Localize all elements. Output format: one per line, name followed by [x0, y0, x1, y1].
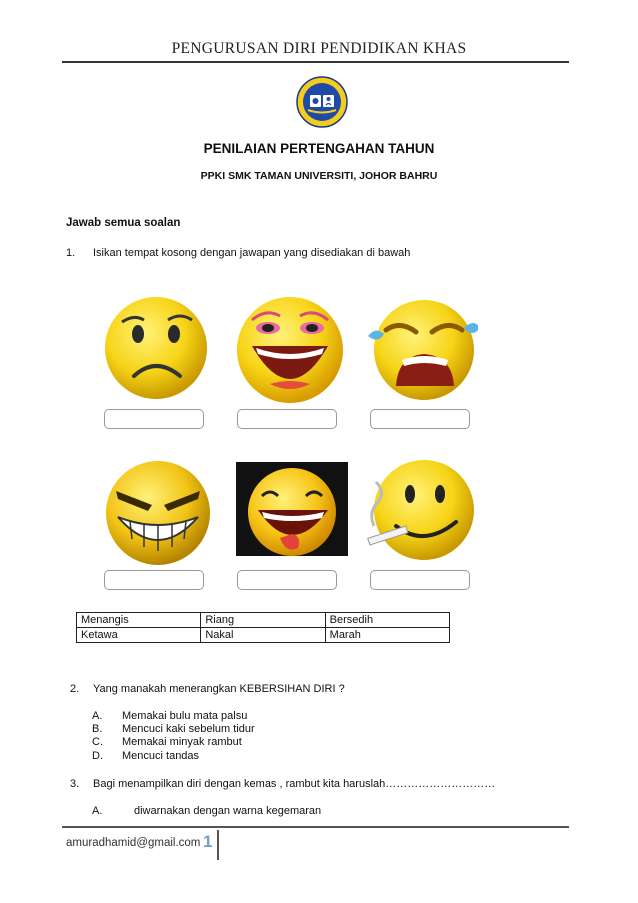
table-cell: Marah	[325, 628, 449, 643]
table-cell: Bersedih	[325, 613, 449, 628]
grinning-angry-face-icon	[102, 455, 214, 567]
word-bank-table	[76, 612, 450, 643]
answer-box-2[interactable]	[237, 409, 337, 429]
table-row	[77, 628, 450, 643]
table-cell: Riang	[201, 613, 325, 628]
q2-option-a[interactable]: A. Memakai bulu mata palsu	[92, 710, 248, 722]
question-number: 1.	[66, 247, 76, 259]
q2-option-c[interactable]: C. Memakai minyak rambut	[92, 736, 242, 748]
sad-face-icon	[100, 290, 212, 402]
instruction: Jawab semua soalan	[66, 217, 181, 229]
q2-option-b[interactable]: B. Mencuci kaki sebelum tidur	[92, 723, 255, 735]
header-rule	[62, 61, 569, 63]
flirty-laughing-face-icon	[234, 294, 346, 406]
table-cell: Ketawa	[77, 628, 201, 643]
footer-email: amuradhamid@gmail.com	[66, 837, 201, 849]
document-subtitle: PPKI SMK TAMAN UNIVERSITI, JOHOR BAHRU	[200, 170, 438, 182]
footer-divider	[217, 830, 219, 860]
answer-box-6[interactable]	[370, 570, 470, 590]
answer-box-3[interactable]	[370, 409, 470, 429]
table-cell: Nakal	[201, 628, 325, 643]
question-number: 3.	[70, 778, 80, 790]
laughing-tongue-face-icon	[236, 462, 348, 556]
smoking-face-icon	[364, 456, 476, 568]
q2-option-d[interactable]: D. Mencuci tandas	[92, 750, 200, 762]
answer-box-1[interactable]	[104, 409, 204, 429]
document-title: PENILAIAN PERTENGAHAN TAHUN	[203, 141, 435, 156]
answer-box-4[interactable]	[104, 570, 204, 590]
page-number: 1	[203, 832, 213, 851]
question-1	[66, 247, 410, 259]
table-cell: Menangis	[77, 613, 201, 628]
school-logo-icon	[296, 76, 348, 128]
question-number: 2.	[70, 683, 80, 695]
question-text: Isikan tempat kosong dengan jawapan yang disediakan di bawah	[93, 247, 411, 259]
footer-rule	[62, 826, 569, 828]
crying-face-icon	[366, 290, 478, 402]
q3-option-a[interactable]: A. diwarnakan dengan warna kegemaran	[92, 805, 322, 817]
header-title: PENGURUSAN DIRI PENDIDIKAN KHAS	[171, 40, 467, 57]
question-2	[70, 683, 345, 695]
table-row	[77, 613, 450, 628]
answer-box-5[interactable]	[237, 570, 337, 590]
question-text: Yang manakah menerangkan KEBERSIHAN DIRI ?	[93, 683, 345, 695]
question-3	[70, 778, 495, 790]
question-text: Bagi menampilkan diri dengan kemas , rambut kita haruslah…………………………	[93, 778, 496, 790]
